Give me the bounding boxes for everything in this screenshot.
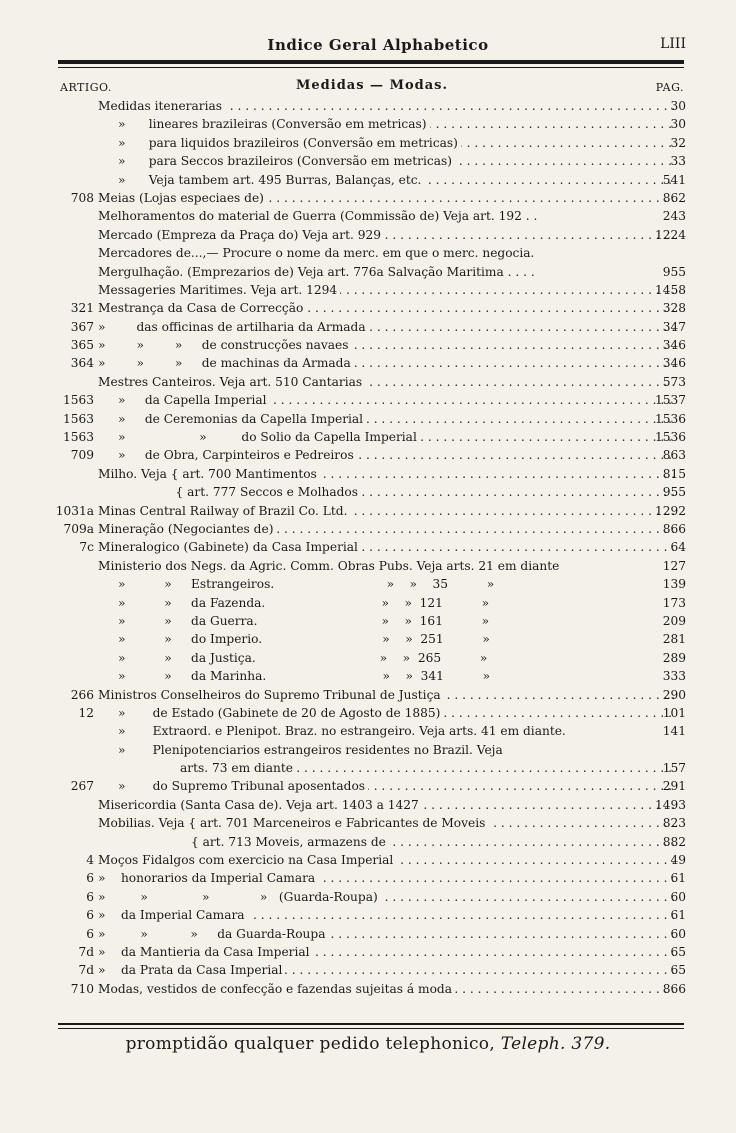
entry-text xyxy=(118,575,674,593)
entry-label: » de Obra, Carpinteiros e Pedreiros xyxy=(118,448,357,462)
index-entry xyxy=(0,557,736,575)
entry-page: 243 xyxy=(662,209,686,224)
entry-label: » » da Fazenda. » » 121 » xyxy=(118,596,492,610)
entry-page: 30 xyxy=(670,99,686,113)
entry-page: 815 xyxy=(662,466,686,481)
page-title: Indice Geral Alphabetico xyxy=(267,36,489,54)
entry-text xyxy=(118,630,674,648)
entry-page: 60 xyxy=(670,926,686,941)
entry-page: 1458 xyxy=(654,282,686,297)
entry-label: Mobilias. Veja { art. 701 Marceneiros e Fabricantes de Moveis xyxy=(98,816,488,830)
entry-text xyxy=(98,796,674,814)
entry-text xyxy=(98,869,674,887)
entry-page: 573 xyxy=(662,374,686,389)
entry-article: 367 xyxy=(70,319,94,334)
entry-text xyxy=(98,686,674,704)
entry-page: 1224 xyxy=(654,227,686,242)
entry-page: 65 xyxy=(670,944,686,959)
entry-label: » » da Marinha. » » 341 » xyxy=(118,669,493,683)
entry-label: » das officinas de artilharia da Armada xyxy=(98,320,369,334)
entry-text xyxy=(98,373,674,391)
footer-text: promptidão qualquer pedido telephonico, xyxy=(125,1034,496,1054)
index-entry xyxy=(0,888,736,906)
index-entry xyxy=(0,226,736,244)
index-entry xyxy=(0,354,736,372)
index-entry xyxy=(0,961,736,979)
entry-text xyxy=(98,244,674,262)
entry-article: 267 xyxy=(70,779,94,794)
entry-text xyxy=(98,851,674,869)
entry-label: Mineração (Negociantes de) xyxy=(98,522,276,536)
entry-label: » » » de construcções navaes xyxy=(98,338,352,352)
entry-label: Minas Central Railway of Brazil Co. Ltd. xyxy=(98,504,350,518)
entry-label: » da Imperial Camara xyxy=(98,908,248,922)
index-entry xyxy=(0,391,736,409)
entry-article: 364 xyxy=(70,356,94,371)
index-entry xyxy=(0,594,736,612)
index-entry xyxy=(0,410,736,428)
entry-article: 6 xyxy=(86,889,94,904)
index-entry xyxy=(0,869,736,887)
entry-text xyxy=(118,759,674,777)
index-entry xyxy=(0,263,736,281)
entry-article: 12 xyxy=(78,705,94,720)
index-entry xyxy=(0,667,736,685)
entry-article: 710 xyxy=(70,981,94,996)
entry-article: 709 xyxy=(70,448,94,463)
entry-page: 173 xyxy=(662,595,686,610)
entry-text xyxy=(98,502,674,520)
index-entry xyxy=(0,373,736,391)
index-entry xyxy=(0,686,736,704)
entry-page: 101 xyxy=(662,705,686,720)
index-entry xyxy=(0,465,736,483)
entry-article: 7d xyxy=(78,944,94,959)
index-entry xyxy=(0,336,736,354)
index-entry xyxy=(0,649,736,667)
running-head xyxy=(60,36,696,58)
entry-label: » para liquidos brazileiros (Conversão em metricas) xyxy=(118,136,461,150)
entry-label: » » » da Guarda-Roupa xyxy=(98,927,328,941)
entry-page: 955 xyxy=(662,485,686,500)
entry-article: 266 xyxy=(70,687,94,702)
index-entry xyxy=(0,244,736,262)
entry-article: 708 xyxy=(70,190,94,205)
column-headings xyxy=(60,78,684,96)
entry-label: Melhoramentos do material de Guerra (Commissão de) Veja art. 192 . . xyxy=(98,209,540,223)
entry-text xyxy=(118,410,674,428)
index-entry xyxy=(0,741,736,759)
index-entry xyxy=(0,152,736,170)
entry-page: 328 xyxy=(662,301,686,316)
entry-article: 6 xyxy=(86,871,94,886)
entry-label: Mergulhação. (Emprezarios de) Veja art. 776a Salvação Maritima . . . . xyxy=(98,265,538,279)
entry-text xyxy=(118,594,674,612)
index-entry xyxy=(0,796,736,814)
entry-page: 346 xyxy=(662,338,686,353)
entry-text xyxy=(118,741,674,759)
entry-label: Meias (Lojas especiaes de) xyxy=(98,191,267,205)
entry-label: Messageries Maritimes. Veja art. 1294 xyxy=(98,283,340,297)
entry-page: 60 xyxy=(670,889,686,904)
entry-label: Mestrança da Casa de Correcção xyxy=(98,301,306,315)
index-entry xyxy=(0,483,736,501)
entry-page: 1537 xyxy=(654,393,686,408)
section-heading: Medidas — Modas. xyxy=(296,78,448,93)
entry-page: 61 xyxy=(670,908,686,923)
entry-label: » do Supremo Tribunal aposentados xyxy=(118,779,368,793)
entry-page: 49 xyxy=(670,853,686,868)
entry-page: 289 xyxy=(662,650,686,665)
index-entry xyxy=(0,281,736,299)
entry-label: » Plenipotenciarios estrangeiros residentes no Brazil. Veja xyxy=(118,743,506,757)
entry-text xyxy=(98,483,674,501)
entry-label: » da Prata da Casa Imperial xyxy=(98,963,285,977)
entry-label: Misericordia (Santa Casa de). Veja art. 1403 a 1427 xyxy=(98,798,422,812)
entry-label: » » da Guerra. » » 161 » xyxy=(118,614,492,628)
index-entry xyxy=(0,446,736,464)
entry-text xyxy=(118,649,674,667)
entry-page: 33 xyxy=(670,154,686,169)
entry-page: 866 xyxy=(662,521,686,536)
index-entry xyxy=(0,980,736,998)
artigo-heading: ARTIGO. xyxy=(60,81,112,94)
entry-label: » » » de machinas da Armada xyxy=(98,356,354,370)
index-entry xyxy=(0,851,736,869)
entry-label: » » » » (Guarda-Roupa) xyxy=(98,890,381,904)
entry-label: Medidas itenerarias xyxy=(98,99,225,113)
entry-page: 281 xyxy=(662,632,686,647)
entry-label: Modas, vestidos de confecção e fazendas sujeitas á moda xyxy=(98,982,455,996)
entry-text xyxy=(98,318,674,336)
entry-article: 6 xyxy=(86,908,94,923)
entry-article: 7c xyxy=(79,540,94,555)
entry-page: 139 xyxy=(662,577,686,592)
entry-page: 30 xyxy=(670,117,686,132)
index-entries xyxy=(0,97,736,998)
entry-label: Ministerio dos Negs. da Agric. Comm. Obras Pubs. Veja arts. 21 em diante xyxy=(98,559,562,573)
entry-text xyxy=(98,263,674,281)
entry-label: » Veja tambem art. 495 Burras, Balanças, etc. xyxy=(118,173,424,187)
entry-text xyxy=(98,520,674,538)
entry-text xyxy=(118,777,674,795)
entry-label: » lineares brazileiras (Conversão em metricas) xyxy=(118,117,430,131)
entry-article: 365 xyxy=(70,338,94,353)
index-entry xyxy=(0,207,736,225)
entry-label: » honorarios da Imperial Camara xyxy=(98,871,318,885)
entry-page: 291 xyxy=(662,779,686,794)
entry-text xyxy=(118,722,674,740)
entry-page: 333 xyxy=(662,669,686,684)
entry-page: 955 xyxy=(662,264,686,279)
entry-article: 321 xyxy=(70,301,94,316)
entry-text xyxy=(118,667,674,685)
entry-text xyxy=(118,612,674,630)
entry-page: 209 xyxy=(662,613,686,628)
entry-article: 6 xyxy=(86,926,94,941)
entry-page: 347 xyxy=(662,319,686,334)
entry-page: 290 xyxy=(662,687,686,702)
entry-label: » para Seccos brazileiros (Conversão em metricas) xyxy=(118,154,455,168)
entry-text xyxy=(118,391,674,409)
entry-article: 1563 xyxy=(62,411,94,426)
entry-article: 1563 xyxy=(62,430,94,445)
entry-page: 346 xyxy=(662,356,686,371)
entry-page: 823 xyxy=(662,816,686,831)
footer-advert xyxy=(0,1034,736,1054)
entry-page: 1536 xyxy=(654,411,686,426)
entry-text xyxy=(118,134,674,152)
header-rule-thin xyxy=(58,67,684,68)
entry-text xyxy=(98,207,674,225)
index-entry xyxy=(0,814,736,832)
entry-label: { art. 777 Seccos e Molhados xyxy=(98,485,361,499)
entry-label: Mineralogico (Gabinete) da Casa Imperial xyxy=(98,540,361,554)
index-entry xyxy=(0,171,736,189)
entry-page: 866 xyxy=(662,981,686,996)
entry-article: 1031a xyxy=(55,503,94,518)
index-entry xyxy=(0,134,736,152)
entry-article: 7d xyxy=(78,963,94,978)
entry-label: Milho. Veja { art. 700 Mantimentos xyxy=(98,467,320,481)
entry-label: Moços Fidalgos com exercicio na Casa Imperial xyxy=(98,853,396,867)
entry-label: » Extraord. e Plenipot. Braz. no estrangeiro. Veja arts. 41 em diante. xyxy=(118,724,569,738)
entry-page: 127 xyxy=(662,558,686,573)
index-entry xyxy=(0,520,736,538)
index-entry xyxy=(0,925,736,943)
entry-label: Ministros Conselheiros do Supremo Tribunal de Justiça xyxy=(98,688,444,702)
index-entry xyxy=(0,777,736,795)
index-entry xyxy=(0,575,736,593)
index-entry xyxy=(0,502,736,520)
entry-label: » » do Imperio. » » 251 » xyxy=(118,632,493,646)
entry-page: 1292 xyxy=(654,503,686,518)
index-entry xyxy=(0,612,736,630)
entry-page: 64 xyxy=(670,540,686,555)
index-entry xyxy=(0,318,736,336)
entry-page: 541 xyxy=(662,172,686,187)
entry-page: 863 xyxy=(662,448,686,463)
entry-label: Mestres Canteiros. Veja art. 510 Cantarias xyxy=(98,375,365,389)
pag-heading: PAG. xyxy=(655,81,684,94)
entry-label: » de Ceremonias da Capella Imperial xyxy=(118,412,366,426)
entry-label: » » da Justiça. » » 265 » xyxy=(118,651,490,665)
entry-text xyxy=(98,336,674,354)
entry-text xyxy=(98,281,674,299)
index-entry xyxy=(0,189,736,207)
index-entry xyxy=(0,704,736,722)
index-entry xyxy=(0,906,736,924)
entry-label: » » Estrangeiros. » » 35 » xyxy=(118,577,497,591)
entry-text xyxy=(118,446,674,464)
entry-page: 882 xyxy=(662,834,686,849)
entry-page: 141 xyxy=(662,724,686,739)
entry-text xyxy=(98,299,674,317)
index-entry xyxy=(0,722,736,740)
entry-text xyxy=(98,538,674,556)
entry-page: 862 xyxy=(662,190,686,205)
index-entry xyxy=(0,538,736,556)
entry-text xyxy=(118,704,674,722)
entry-page: 61 xyxy=(670,871,686,886)
entry-text xyxy=(98,888,674,906)
entry-text xyxy=(118,115,674,133)
entry-article: 1563 xyxy=(62,393,94,408)
entry-text xyxy=(98,189,674,207)
entry-label: Mercadores de...,— Procure o nome da merc. em que o merc. negocia. xyxy=(98,246,537,260)
entry-page: 65 xyxy=(670,963,686,978)
entry-text xyxy=(98,557,674,575)
entry-label: » da Mantieria da Casa Imperial xyxy=(98,945,313,959)
footer-rule-thin xyxy=(58,1028,684,1029)
index-entry xyxy=(0,97,736,115)
entry-article: 4 xyxy=(86,853,94,868)
entry-text xyxy=(98,226,674,244)
entry-text xyxy=(98,980,674,998)
entry-label: » de Estado (Gabinete de 20 de Agosto de 1885) xyxy=(118,706,443,720)
entry-label: Mercado (Empreza da Praça do) Veja art. 929 xyxy=(98,228,384,242)
entry-text xyxy=(98,925,674,943)
index-entry xyxy=(0,115,736,133)
entry-text xyxy=(98,465,674,483)
page-number: LIII xyxy=(660,36,686,52)
index-entry xyxy=(0,833,736,851)
entry-label: arts. 73 em diante xyxy=(118,761,296,775)
entry-text xyxy=(98,943,674,961)
entry-label: » da Capella Imperial xyxy=(118,393,270,407)
index-entry xyxy=(0,299,736,317)
index-entry xyxy=(0,759,736,777)
entry-text xyxy=(118,152,674,170)
entry-text xyxy=(118,171,674,189)
entry-text xyxy=(98,961,674,979)
header-rule-thick xyxy=(58,60,684,64)
entry-page: 32 xyxy=(670,135,686,150)
entry-page: 157 xyxy=(662,761,686,776)
entry-text xyxy=(98,814,674,832)
index-entry xyxy=(0,630,736,648)
entry-label: { art. 713 Moveis, armazens de xyxy=(98,835,389,849)
index-entry xyxy=(0,943,736,961)
entry-text xyxy=(98,906,674,924)
entry-text xyxy=(98,354,674,372)
entry-text xyxy=(98,97,674,115)
footer-telephone: Teleph. 379. xyxy=(500,1034,611,1054)
entry-article: 709a xyxy=(63,521,94,536)
footer-rule-thick xyxy=(58,1023,684,1025)
entry-page: 1536 xyxy=(654,430,686,445)
entry-text xyxy=(98,833,674,851)
entry-page: 1493 xyxy=(654,797,686,812)
entry-label: » » do Solio da Capella Imperial xyxy=(118,430,420,444)
index-entry xyxy=(0,428,736,446)
entry-text xyxy=(118,428,674,446)
